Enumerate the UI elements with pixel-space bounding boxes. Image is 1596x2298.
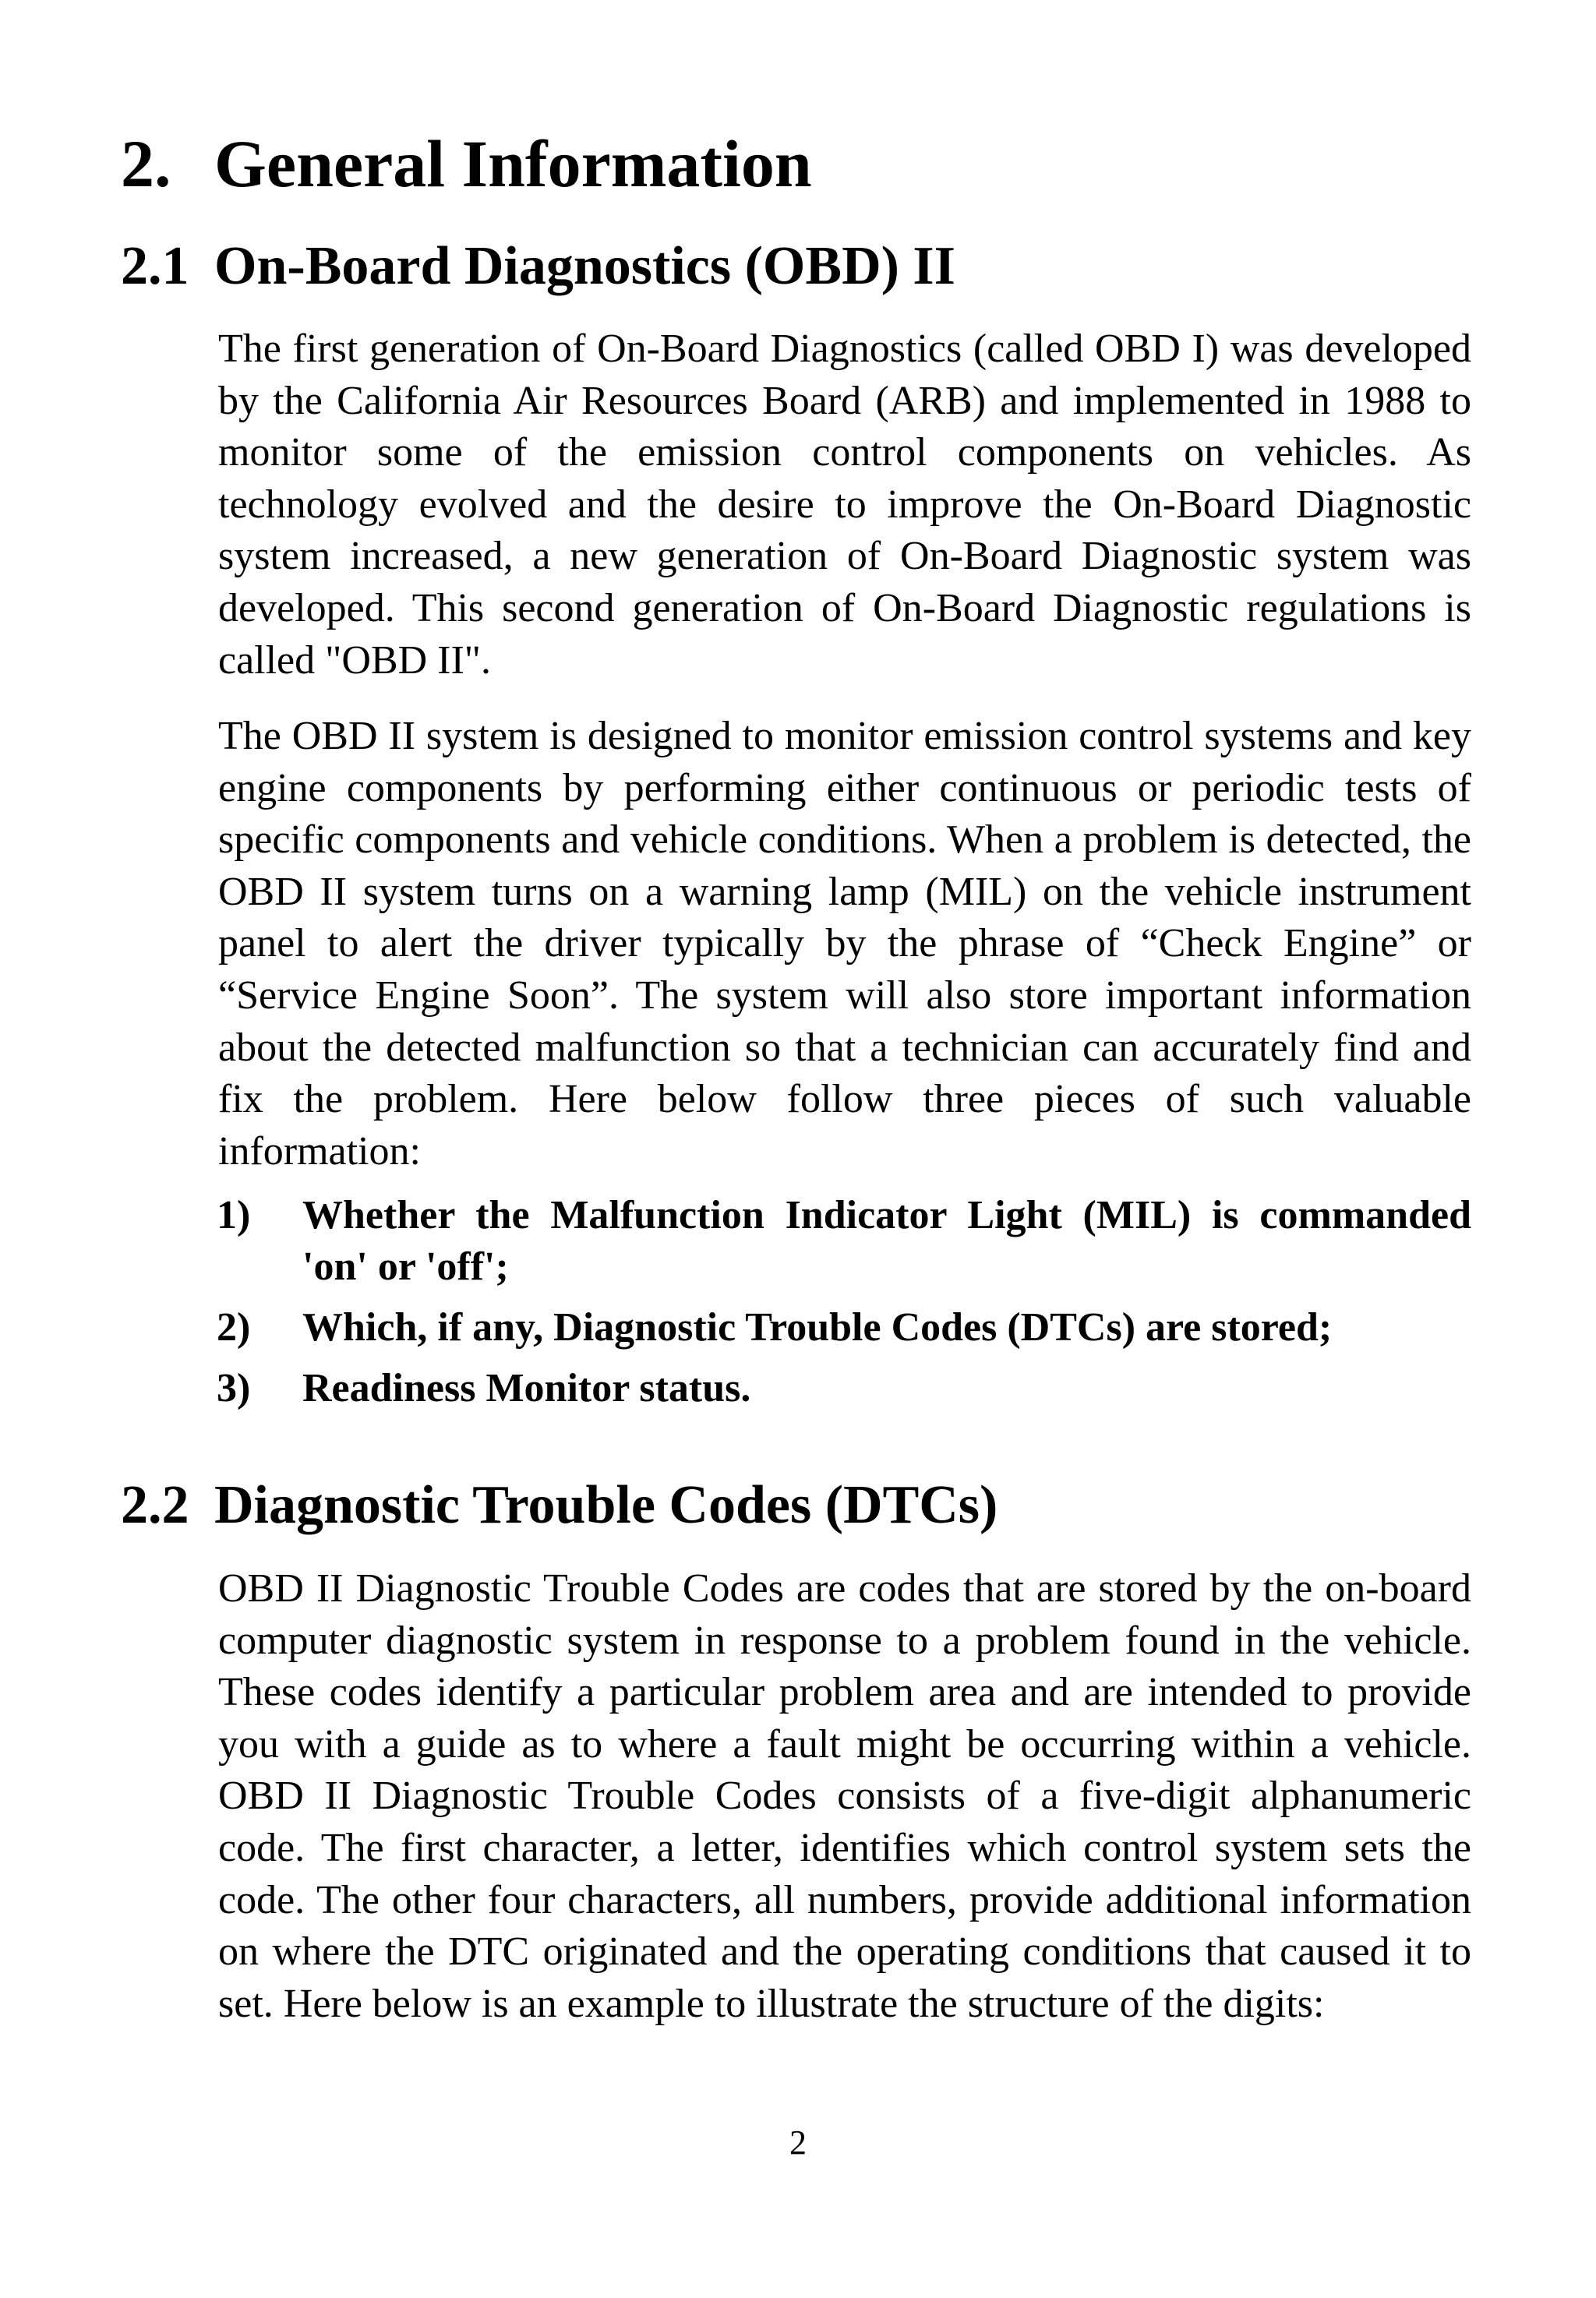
- section-title-dtc: Diagnostic Trouble Codes (DTCs): [214, 1475, 998, 1535]
- list-marker: 3): [217, 1366, 251, 1410]
- list-item-text: Readiness Monitor status.: [302, 1366, 751, 1410]
- obd-paragraph-2: The OBD II system is designed to monitor emission control systems and key engine components by performing either continuous or periodic tests of specific components and vehicle conditions. When a problem is detected, the OBD II system turns on a warning lamp (MIL) on the vehicle instrument panel to alert the driver typically by the phrase of “Check Engine” or “Service Engine Soon”. The system will also store important information about the detected malfunction so that a technician can accurately find and fix the problem. Here below follow three pieces of such valuable information:: [218, 714, 1471, 1174]
- section-number-obd: 2.1: [121, 236, 189, 296]
- list-marker: 2): [217, 1305, 251, 1350]
- section-number-dtc: 2.2: [121, 1475, 189, 1535]
- chapter-title: General Information: [214, 126, 812, 201]
- section-heading-obd: [121, 234, 955, 299]
- chapter-heading: [121, 125, 812, 203]
- list-item: [217, 1190, 1471, 1293]
- section-title-obd: On-Board Diagnostics (OBD) II: [214, 236, 955, 296]
- list-item-text: Whether the Malfunction Indicator Light (MIL) is commanded 'on' or 'off';: [302, 1193, 1471, 1289]
- page-number: 2: [789, 2123, 807, 2162]
- list-item-text: Which, if any, Diagnostic Trouble Codes (DTCs) are stored;: [302, 1305, 1333, 1350]
- list-item: [217, 1363, 1471, 1414]
- dtc-paragraph: OBD II Diagnostic Trouble Codes are codes that are stored by the on-board computer diagnostic system in response to a problem found in the vehicle. These codes identify a particular problem area and are intended to provide you with a guide as to where a fault might be occurring within a vehicle. OBD II Diagnostic Trouble Codes consists of a five-digit alphanumeric code. The first character, a letter, identifies which control system sets the code. The other four characters, all numbers, provide additional information on where the DTC originated and the operating conditions that caused it to set. Here below is an example to illustrate the structure of the digits:: [218, 1566, 1471, 2026]
- section-heading-dtc: [121, 1473, 998, 1538]
- obd-info-list: [217, 1190, 1471, 1414]
- list-item: [217, 1302, 1471, 1354]
- chapter-number: 2.: [121, 126, 171, 201]
- obd-paragraph-1: The first generation of On-Board Diagnostics (called OBD I) was developed by the California Air Resources Board (ARB) and implemented in 1988 to monitor some of the emission control components on vehicles. As technology evolved and the desire to improve the On-Board Diagnostic system increased, a new generation of On-Board Diagnostic system was developed. This second generation of On-Board Diagnostic regulations is called "OBD II".: [218, 327, 1471, 683]
- list-marker: 1): [217, 1193, 251, 1237]
